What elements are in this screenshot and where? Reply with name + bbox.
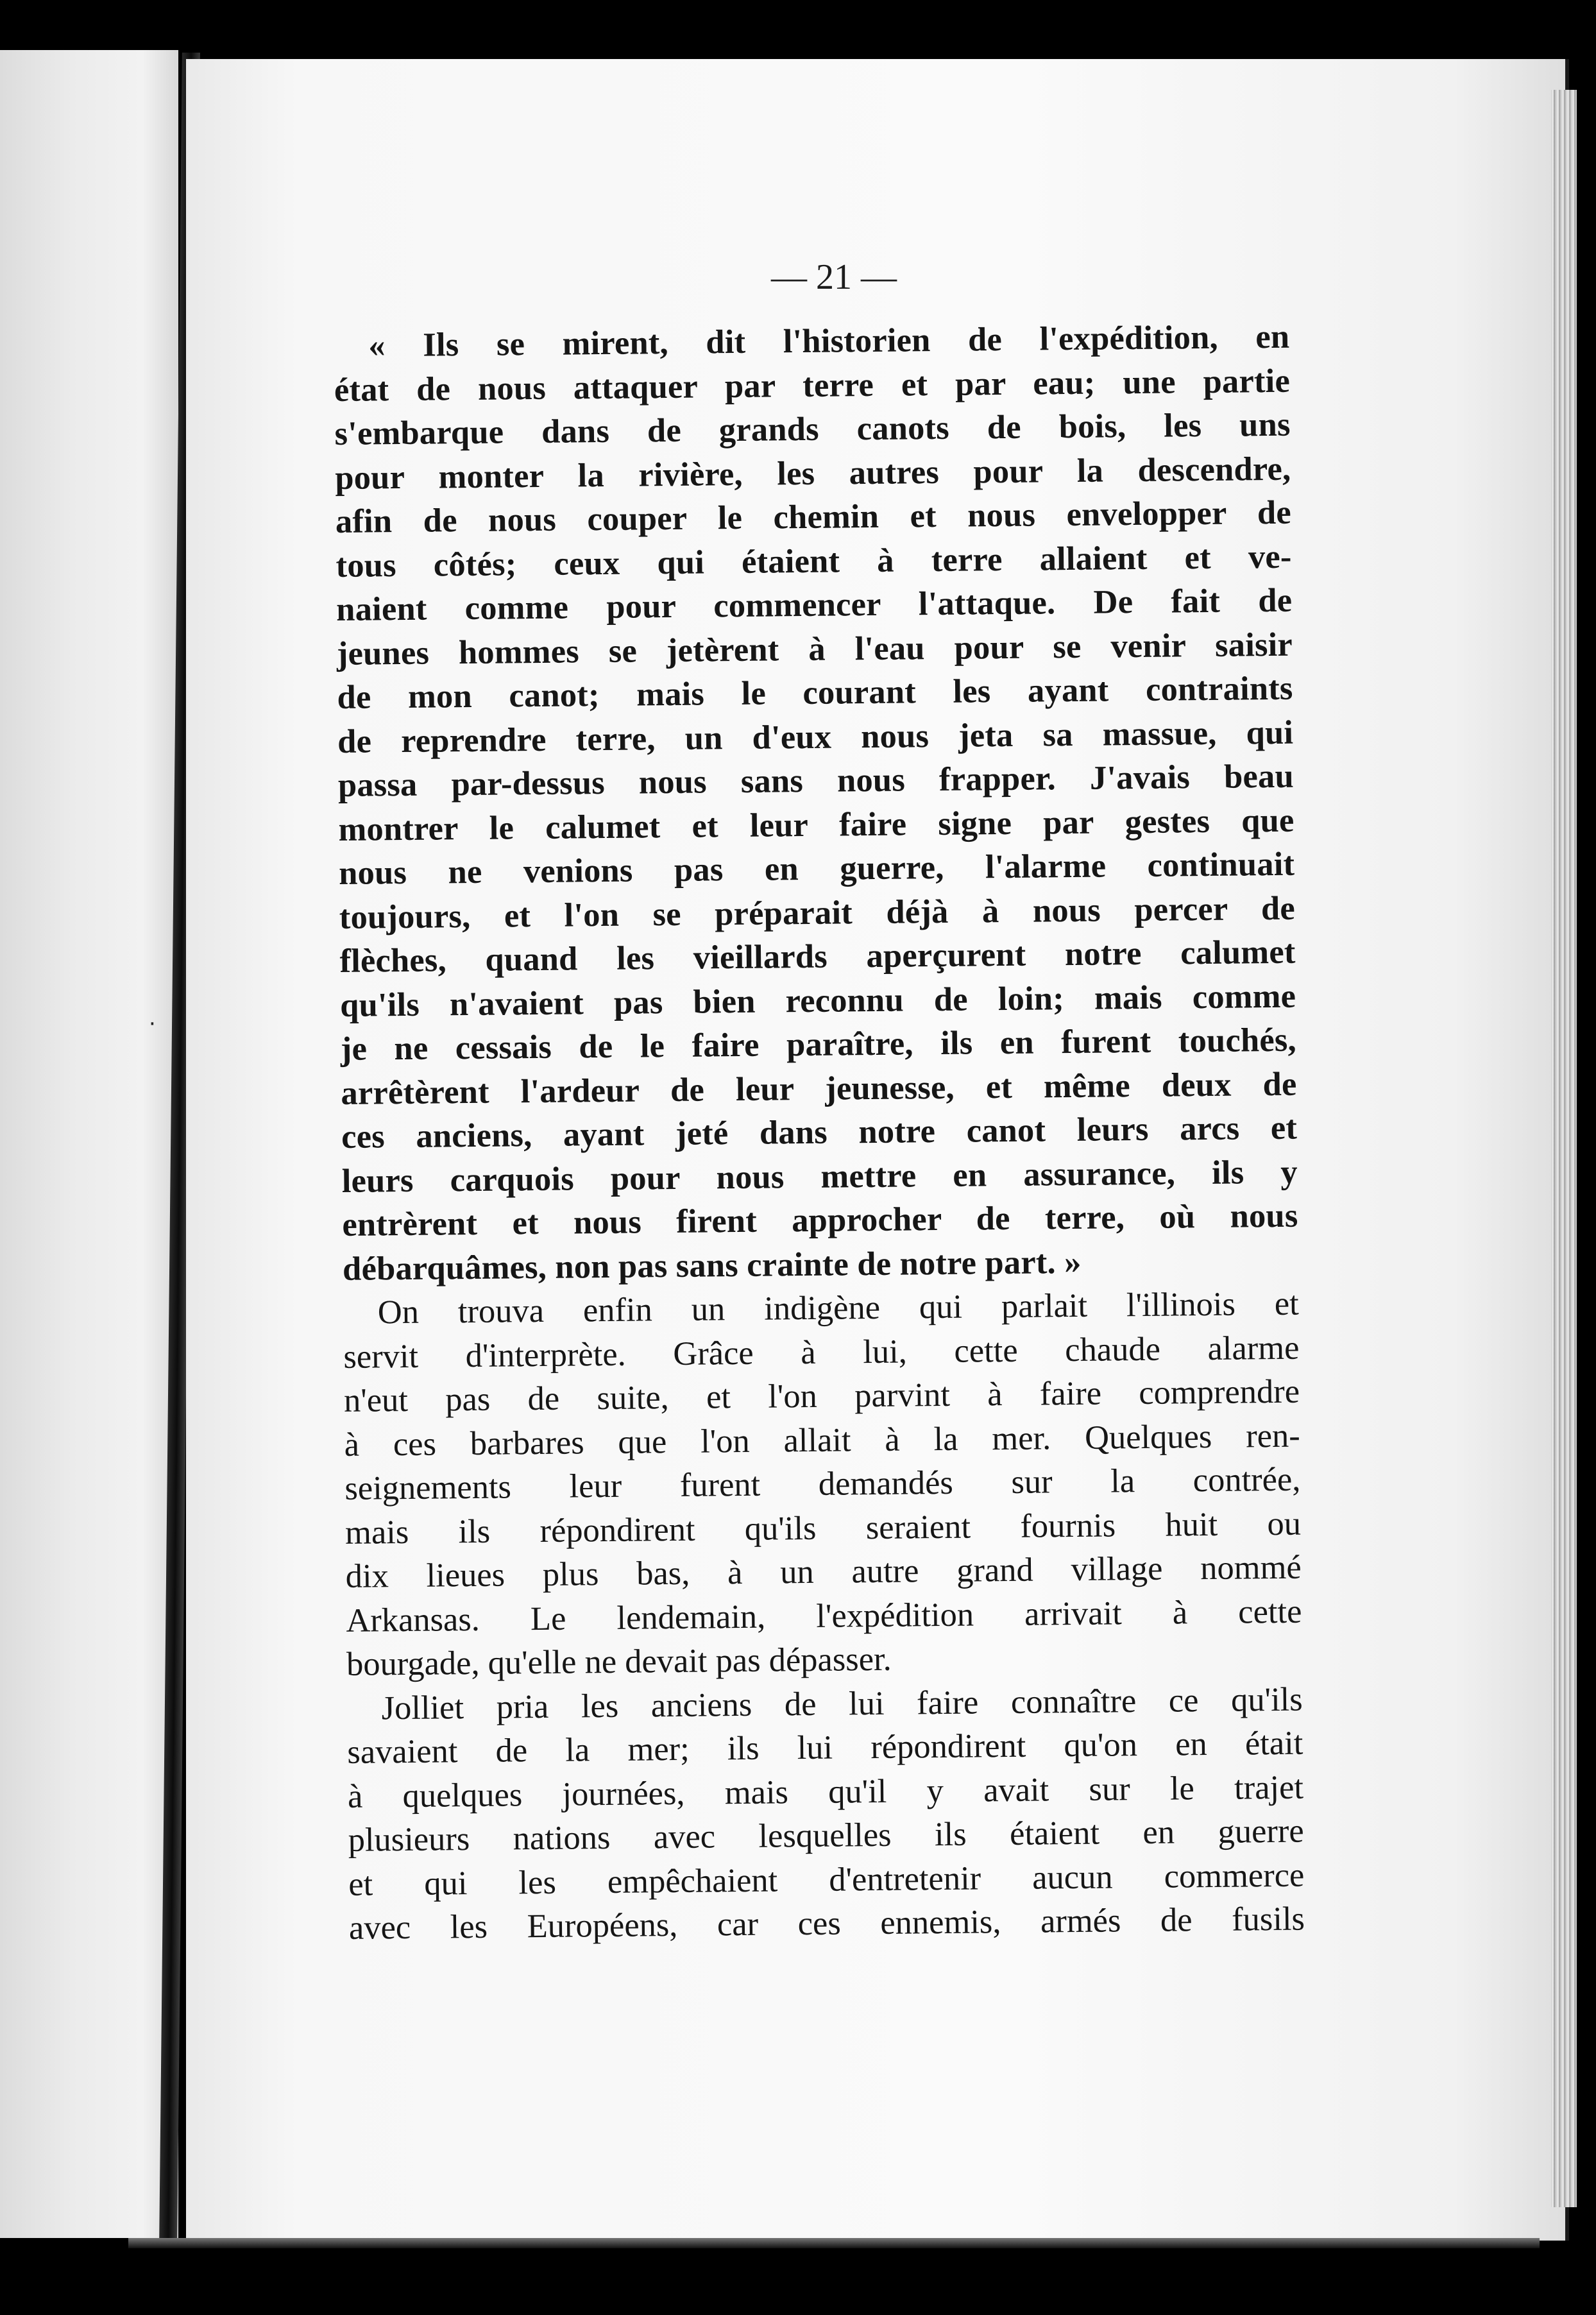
text-line: savaient de la mer; ils lui répondirent qu'on en était [347,1724,1303,1771]
text-line: arrêtèrent l'ardeur de leur jeunesse, et même deux de [341,1065,1297,1112]
text-line: pour monter la rivière, les autres pour la descendre, [335,450,1291,497]
text-line: servit d'interprète. Grâce à lui, cette chaude alarme [343,1329,1300,1376]
text-line: à quelques journées, mais qu'il y avait sur le trajet [347,1768,1304,1815]
text-line: leurs carquois pour nous mettre en assurance, ils y [341,1153,1298,1200]
body-text [334,315,1305,1951]
text-line: état de nous attaquer par terre et par eau; une partie [334,362,1291,409]
facing-page-edge [0,50,178,2238]
text-line: dix lieues plus bas, à un autre grand village nommé [345,1548,1302,1595]
page-bottom-shadow [128,2238,1540,2248]
text-line: Arkansas. Le lendemain, l'expédition arrivait à cette [346,1593,1302,1639]
text-line: je ne cessais de le faire paraître, ils en furent touchés, [340,1021,1297,1068]
text-line: « Ils se mirent, dit l'historien de l'expédition, en [368,318,1290,364]
text-line: n'eut pas de suite, et l'on parvint à faire comprendre [343,1372,1300,1419]
text-line: s'embarque dans de grands canots de bois, les uns [334,406,1291,452]
text-line: avec les Européens, car ces ennemis, armés de fusils [348,1900,1305,1947]
text-line: ces anciens, ayant jeté dans notre canot leurs arcs et [341,1109,1298,1156]
text-line: nous ne venions pas en guerre, l'alarme continuait [338,845,1295,892]
text-line: plusieurs nations avec lesquelles ils étaient en guerre [348,1812,1304,1859]
text-line: mais ils répondirent qu'ils seraient fournis huit ou [344,1505,1302,1551]
text-line: débarquâmes, non pas sans crainte de notre part. » [342,1243,1082,1288]
text-line: et qui les empêchaient d'entretenir aucun commerce [348,1856,1305,1903]
text-line: qu'ils n'avaient pas bien reconnu de loin; mais comme [339,977,1296,1024]
text-line: de mon canot; mais le courant les ayant contraints [337,669,1293,716]
text-line: entrèrent et nous firent approcher de terre, où nous [342,1197,1298,1243]
text-line: de reprendre terre, un d'eux nous jeta sa massue, qui [337,713,1294,760]
text-line: naient comme pour commencer l'attaque. De fait de [335,581,1293,628]
page-stack-edge [1551,90,1577,2207]
text-line: afin de nous couper le chemin et nous envelopper de [335,493,1292,540]
page-number: — 21 — [771,257,897,297]
text-line: tous côtés; ceux qui étaient à terre allaient et ve- [335,538,1292,585]
text-line: On trouva enfin un indigène qui parlait l'illinois et [377,1285,1300,1331]
text-line: passa par-dessus nous sans nous frapper. J'avais beau [337,757,1295,804]
text-line: flèches, quand les vieillards aperçurent notre calumet [339,933,1296,980]
text-line: à ces barbares que l'on allait à la mer. Quelques ren- [344,1417,1300,1464]
margin-mark: · [149,1011,156,1037]
paragraph [343,1282,1302,1687]
text-line: seignements leur furent demandés sur la contrée, [344,1460,1301,1507]
text-line: bourgade, qu'elle ne devait pas dépasser. [346,1640,892,1683]
paragraph-quote [334,315,1298,1291]
text-line: toujours, et l'on se préparait déjà à nous percer de [339,889,1296,936]
text-line: Jolliet pria les anciens de lui faire connaître ce qu'ils [381,1680,1303,1727]
text-line: jeunes hommes se jetèrent à l'eau pour se venir saisir [336,626,1293,672]
text-line: montrer le calumet et leur faire signe par gestes que [338,801,1295,848]
paragraph [346,1677,1305,1950]
